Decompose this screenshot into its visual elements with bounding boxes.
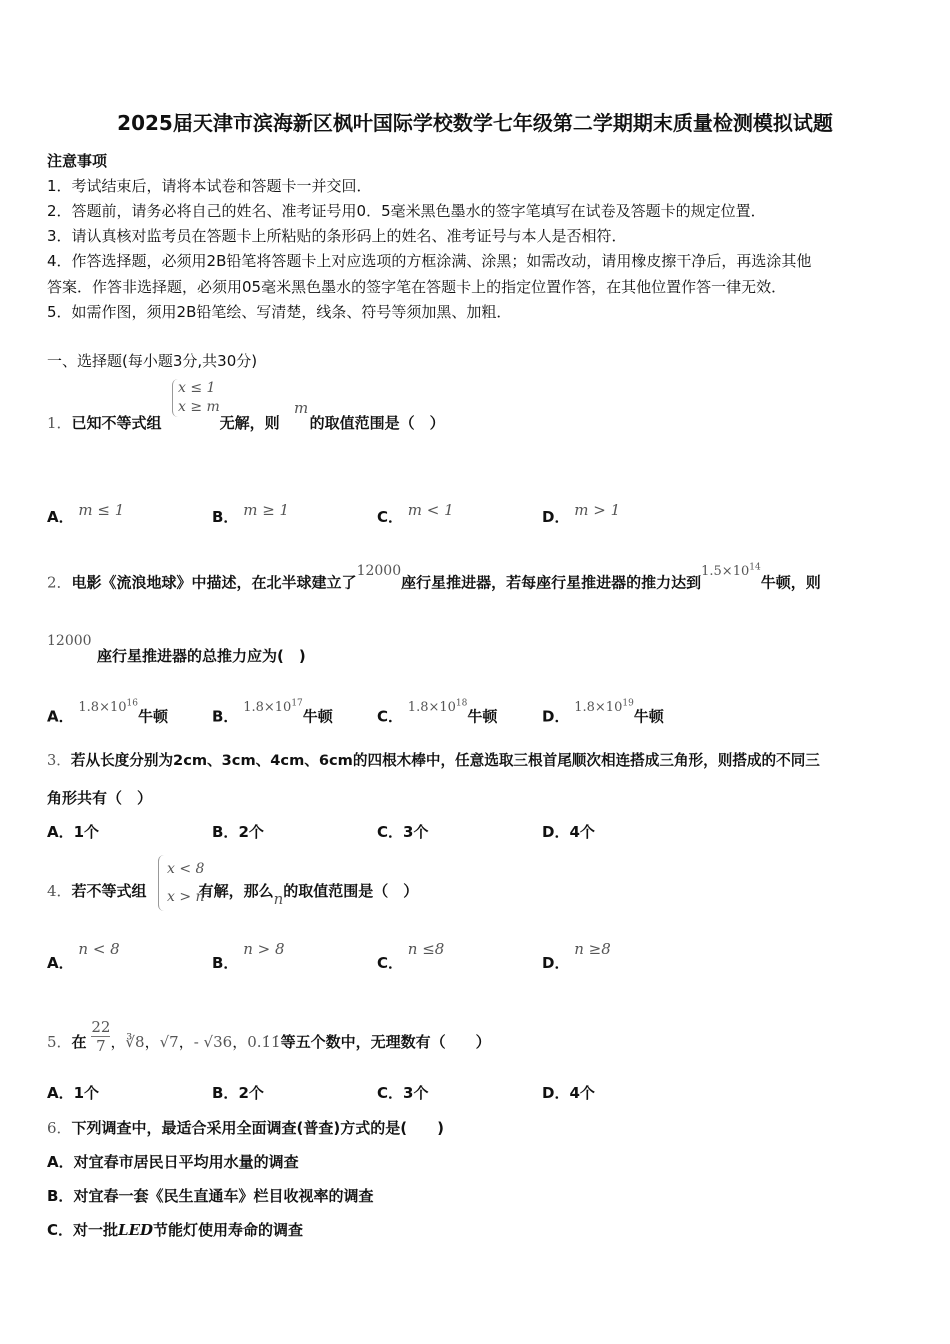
option-value: 对宜春一套《民生直通车》栏目收视率的调查 (73, 1187, 374, 1205)
q-text: 若不等式组 (71, 882, 147, 900)
option-value (574, 700, 634, 715)
numerator: 22 (91, 1018, 111, 1036)
option-label: D． (542, 823, 570, 841)
option-value: 节能灯使用寿命的调查 (153, 1221, 304, 1239)
question-number: 4． (47, 882, 72, 900)
option-value: m ≤ 1 (78, 501, 125, 519)
option-label: C． (377, 1084, 404, 1102)
option-label: A． (47, 707, 74, 726)
question-number: 3． (47, 752, 71, 769)
option-value: 4个 (569, 1084, 595, 1102)
q-text: 角形共有（ ） (47, 789, 153, 807)
q-text: 的取值范围是（ ） (309, 414, 445, 432)
variable: n (273, 890, 284, 908)
option-value: 1个 (73, 823, 100, 841)
option-label: C． (377, 508, 404, 526)
separator: ， (178, 1033, 194, 1051)
q-text: 座行星推进器的总推力应为( ) (97, 647, 306, 665)
option-value: 3个 (403, 823, 429, 841)
option-b[interactable] (212, 940, 285, 973)
option-label: A． (47, 508, 74, 526)
option-value: 4个 (569, 823, 595, 841)
unit: 牛顿 (467, 707, 498, 726)
option-value (408, 700, 468, 715)
option-value (243, 700, 303, 715)
option-a[interactable] (47, 822, 99, 842)
option-value: n > 8 (243, 940, 285, 958)
note-item: 2．答题前，请务必将自己的姓名、准考证号用0．5毫米黑色墨水的签字笔填写在试卷及答题卡的规定位置． (47, 202, 766, 220)
q-text: 有解，那么 (198, 882, 274, 900)
inequality-system (158, 855, 205, 911)
option-b[interactable] (212, 501, 290, 527)
question-3 (47, 751, 820, 771)
exponent: 17 (291, 699, 303, 709)
inequality: x < 8 (167, 861, 205, 877)
q-text: 已知不等式组 (71, 414, 162, 432)
option-a[interactable] (47, 1152, 299, 1172)
q-text: 下列调查中，最适合采用全面调查(普查)方式的是( ) (71, 1119, 444, 1137)
option-value: 1个 (73, 1084, 100, 1102)
denominator: 7 (96, 1037, 106, 1055)
option-c[interactable] (377, 501, 454, 527)
notes-heading: 注意事项 (47, 152, 108, 170)
mantissa: 1.8×10 (78, 700, 127, 716)
option-c[interactable] (377, 940, 445, 973)
option-label: A． (47, 954, 74, 972)
mantissa: 1.5×10 (701, 564, 750, 580)
option-d[interactable] (542, 940, 611, 973)
option-value: n < 8 (78, 940, 120, 958)
option-label: B． (212, 707, 239, 726)
option-d[interactable] (542, 822, 595, 842)
option-emphasis: LED (118, 1221, 154, 1239)
q-text: 的取值范围是（ ） (283, 882, 419, 900)
question-2 (47, 563, 821, 594)
unit: 牛顿 (633, 707, 664, 726)
q-text: 电影《流浪地球》中描述，在北半球建立了 (71, 573, 357, 592)
option-label: B． (47, 1187, 74, 1205)
option-value (78, 700, 138, 715)
option-a[interactable] (47, 1083, 99, 1103)
option-a[interactable] (47, 501, 125, 527)
option-d[interactable] (542, 699, 664, 728)
option-label: B． (212, 954, 239, 972)
option-value: 2个 (238, 823, 264, 841)
inequality-system (172, 379, 220, 417)
option-value: 对一批 (73, 1221, 119, 1239)
separator: ， (110, 1033, 126, 1051)
question-1 (47, 413, 445, 433)
option-label: C． (377, 707, 404, 726)
separator: ， (232, 1033, 248, 1051)
question-5 (47, 1018, 491, 1061)
option-label: D． (542, 1084, 570, 1102)
option-value: n ≥8 (574, 940, 611, 958)
inequality: x ≥ m (178, 399, 220, 415)
option-c[interactable] (47, 1220, 303, 1240)
option-value: m < 1 (407, 501, 454, 519)
exponent: 16 (126, 699, 138, 709)
option-b[interactable] (212, 699, 333, 728)
q-text: 等五个数中，无理数有（ ） (280, 1033, 491, 1051)
option-value: m ≥ 1 (243, 501, 290, 519)
question-6 (47, 1118, 444, 1138)
option-value: n ≤8 (407, 940, 445, 958)
question-4 (47, 881, 419, 908)
q-text: 牛顿，则 (760, 573, 821, 592)
question-number: 1． (47, 414, 72, 432)
number: 12000 (47, 633, 92, 649)
option-b[interactable] (47, 1186, 373, 1206)
option-c[interactable] (377, 1083, 428, 1103)
unit: 牛顿 (302, 707, 333, 726)
cube-root: ∛8 (125, 1033, 145, 1051)
option-label: D． (542, 707, 570, 726)
number (701, 564, 761, 579)
mantissa: 1.8×10 (574, 700, 623, 716)
option-c[interactable] (377, 822, 428, 842)
inequality: x ≤ 1 (178, 380, 216, 396)
unit: 牛顿 (137, 707, 168, 726)
square-root: √7 (159, 1033, 179, 1051)
option-label: C． (47, 1221, 74, 1239)
number: 12000 (356, 563, 402, 580)
option-value: 2个 (238, 1084, 264, 1102)
question-number: 5． (47, 1033, 72, 1051)
option-c[interactable] (377, 699, 498, 728)
option-label: C． (377, 823, 404, 841)
question-number: 2． (47, 573, 72, 592)
option-d[interactable] (542, 501, 621, 527)
q-text: 在 (71, 1033, 87, 1051)
fraction (91, 1018, 110, 1055)
option-label: B． (212, 508, 239, 526)
variable: m (294, 399, 309, 417)
question-number: 6． (47, 1119, 72, 1137)
negative-square-root: - √36 (193, 1033, 233, 1051)
option-b[interactable] (212, 822, 264, 842)
mantissa: 1.8×10 (243, 700, 292, 716)
option-label: D． (542, 954, 570, 972)
option-value: m > 1 (574, 501, 621, 519)
exponent: 14 (749, 563, 761, 573)
option-b[interactable] (212, 1083, 264, 1103)
note-item: 4．作答选择题，必须用2B铅笔将答题卡上对应选项的方框涂满、涂黑；如需改动，请用橡皮擦干净后，再选涂其他 (47, 252, 812, 270)
repeating-decimal: 0.1̇1̇ (247, 1033, 281, 1051)
option-label: B． (212, 1084, 239, 1102)
section-heading: 一、选择题(每小题3分,共30分) (47, 352, 258, 370)
separator: ， (144, 1033, 160, 1051)
option-label: D． (542, 508, 570, 526)
option-a[interactable] (47, 940, 120, 973)
option-label: A． (47, 1153, 74, 1171)
option-value: 3个 (403, 1084, 429, 1102)
option-label: A． (47, 823, 74, 841)
q-text: 若从长度分别为2cm、3cm、4cm、6cm的四根木棒中，任意选取三根首尾顺次相连搭成三角形，则搭成的不同三 (70, 752, 820, 769)
q-text: 无解，则 (219, 414, 280, 432)
exponent: 19 (622, 699, 634, 709)
note-item: 5．如需作图，须用2B铅笔绘、写清楚，线条、符号等须加黑、加粗． (47, 303, 512, 321)
option-value: 对宜春市居民日平均用水量的调查 (73, 1153, 299, 1171)
option-label: A． (47, 1084, 74, 1102)
page-title: 2025届天津市滨海新区枫叶国际学校数学七年级第二学期期末质量检测模拟试题 (117, 111, 833, 135)
option-d[interactable] (542, 1083, 595, 1103)
exponent: 18 (455, 699, 468, 709)
option-a[interactable] (47, 699, 168, 728)
mantissa: 1.8×10 (407, 700, 456, 716)
option-label: B． (212, 823, 239, 841)
note-item: 答案．作答非选择题，必须用05毫米黑色墨水的签字笔在答题卡上的指定位置作答，在其他位置作答一律无效． (47, 278, 787, 296)
q-text: 座行星推进器，若每座行星推进器的推力达到 (401, 573, 702, 592)
note-item: 3．请认真核对监考员在答题卡上所粘贴的条形码上的姓名、准考证号与本人是否相符． (47, 227, 627, 245)
inequality: x > n (167, 889, 205, 905)
option-label: C． (377, 954, 404, 972)
note-item: 1．考试结束后，请将本试卷和答题卡一并交回． (47, 177, 372, 195)
